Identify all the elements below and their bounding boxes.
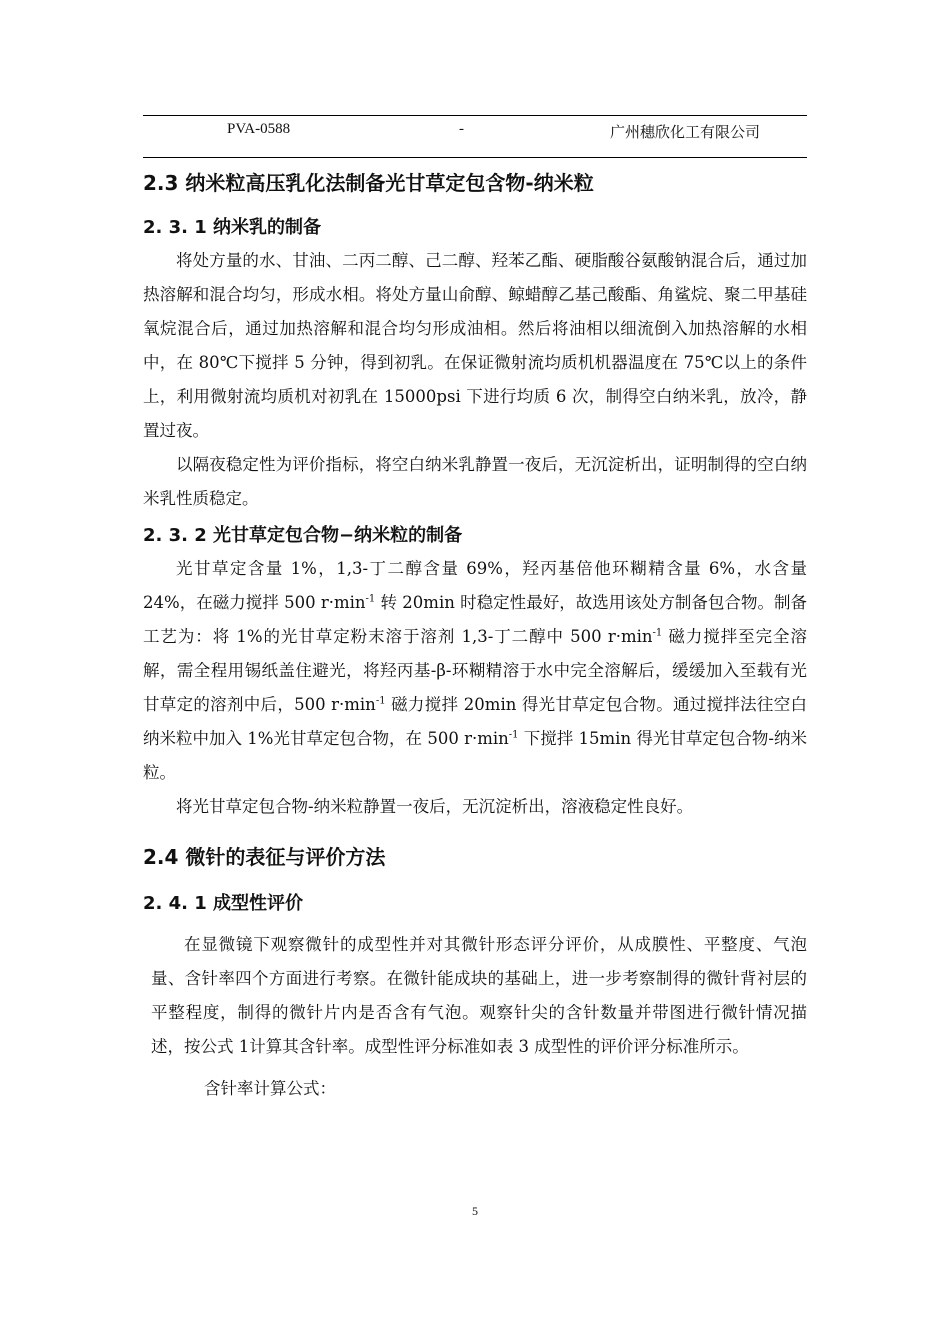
- paragraph: [143, 552, 807, 790]
- section-title-2-3-1: 2. 3. 1 纳米乳的制备: [143, 217, 322, 238]
- text-run: 光甘草定含量 1%，1,3-丁二醇含量 69%，羟丙基倍他环糊精含量 6%，水含量 24%，在磁力搅拌 500 r·min: [143, 559, 807, 612]
- paragraph: 以隔夜稳定性为评价指标，将空白纳米乳静置一夜后，无沉淀析出，证明制得的空白纳米乳性质稳定。: [143, 455, 807, 508]
- page-number: 5: [472, 1204, 478, 1218]
- superscript: -1: [365, 593, 376, 605]
- header-separator: -: [459, 121, 464, 137]
- section-title-2-3-2: 2. 3. 2 光甘草定包合物−纳米粒的制备: [143, 525, 463, 546]
- paragraph: 在显微镜下观察微针的成型性并对其微针形态评分评价，从成膜性、平整度、气泡量、含针率四个方面进行考察。在微针能成块的基础上，进一步考察制得的微针背衬层的平整程度，制得的微针片内是否含有气泡。观察针尖的含针数量并带图进行微针情况描述，按公式 1计算其含针率。成型性评分标准如表 3 成型性的评价评分标准所示。: [151, 935, 807, 1056]
- header-doc-code: PVA-0588: [227, 121, 291, 137]
- paragraph: 将光甘草定包合物-纳米粒静置一夜后，无沉淀析出，溶液稳定性良好。: [176, 797, 694, 816]
- text-run: 转 20min 时稳定性最好，故选用该处方制备包合物。制备工艺为：将 1%的光甘草定粉末溶于溶剂 1,3-丁二醇中 500 r·min: [143, 593, 808, 646]
- superscript: -1: [652, 627, 663, 639]
- header-company: 广州穗欣化工有限公司: [610, 125, 761, 141]
- section-title-2-4: 2.4 微针的表征与评价方法: [143, 845, 386, 869]
- text-run: 磁力搅拌 20min 得光甘草定包合物。通过搅拌法往空白纳米粒中加入 1%光甘草定包合物，在 500 r·min: [143, 695, 808, 748]
- paragraph: 含针率计算公式：: [204, 1079, 336, 1098]
- section-title-2-4-1: 2. 4. 1 成型性评价: [143, 893, 304, 914]
- superscript: -1: [508, 729, 519, 741]
- text-run: 下搅拌 15min 得光甘草定包合物-纳米粒。: [143, 729, 807, 782]
- section-title-2-3: 2.3 纳米粒高压乳化法制备光甘草定包含物-纳米粒: [143, 171, 594, 195]
- paragraph: 将处方量的水、甘油、二丙二醇、己二醇、羟苯乙酯、硬脂酸谷氨酸钠混合后，通过加热溶解和混合均匀，形成水相。将处方量山俞醇、鲸蜡醇乙基己酸酯、角鲨烷、聚二甲基硅氧烷混合后，通过加热溶解和混合均匀形成油相。然后将油相以细流倒入加热溶解的水相中，在 80℃下搅拌 5 分钟，得到初乳。在保证微射流均质机机器温度在 75℃以上的条件上，利用微射流均质机对初乳在 15000psi 下进行均质 6 次，制得空白纳米乳，放冷，静置过夜。: [143, 251, 807, 440]
- text-run: 磁力搅拌至完全溶解，需全程用锡纸盖住避光，将羟丙基-β-环糊精溶于水中完全溶解后，缓缓加入至载有光甘草定的溶剂中后，500 r·min: [143, 627, 807, 714]
- header-bottom-rule: [143, 157, 807, 158]
- document-body: [143, 160, 807, 1106]
- superscript: -1: [375, 695, 386, 707]
- header-top-rule: [143, 115, 807, 116]
